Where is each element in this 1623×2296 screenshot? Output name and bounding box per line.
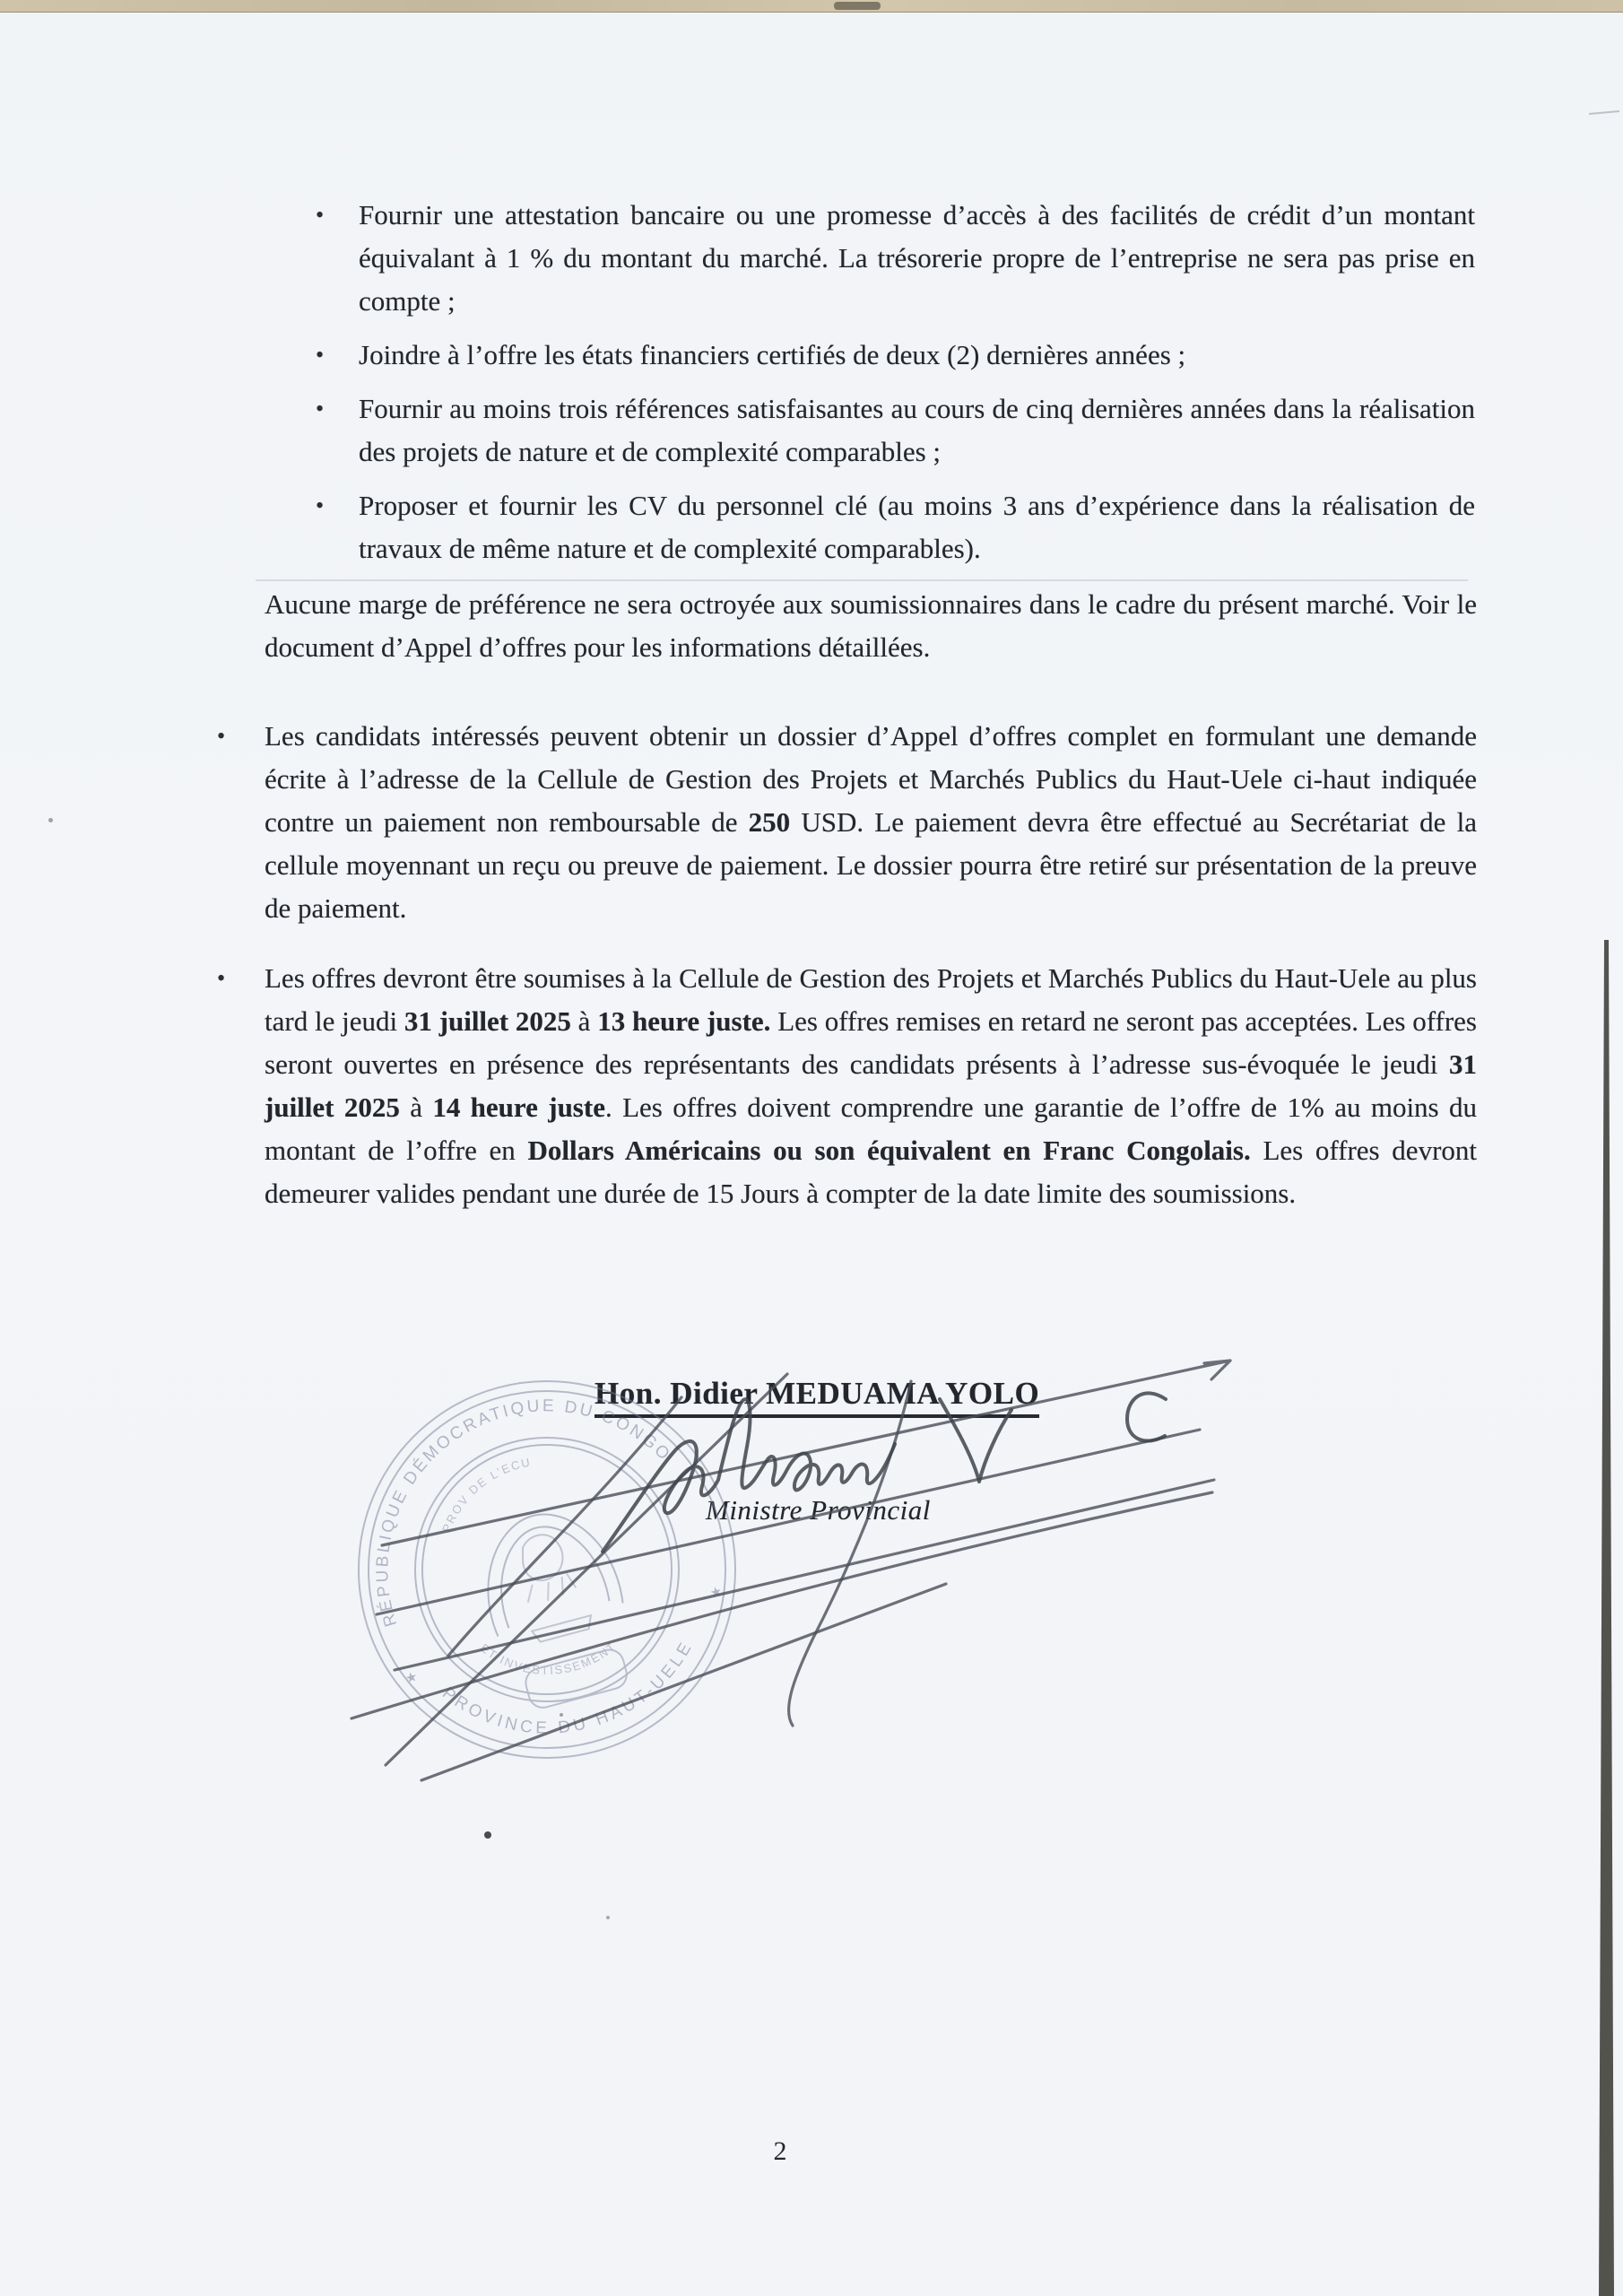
paper-speck [560, 1713, 563, 1717]
bullet-icon: • [316, 492, 325, 518]
bullet-text: Fournir une attestation bancaire ou une promesse d’accès à des facilités de crédit d’un montant équivalant à 1 % du montant du marché. La trésorerie propre de l’entreprise ne sera pas prise en compte ; [359, 199, 1475, 317]
scan-artifact-tick [1589, 111, 1619, 114]
paper-speck [484, 1831, 491, 1839]
list-item [316, 334, 1475, 377]
list-item [316, 194, 1475, 323]
stamp-star-left-icon: ★ [404, 1668, 420, 1687]
stamp-emblem [469, 1499, 645, 1715]
list-item [316, 484, 1475, 570]
pen-stroke-flourishes [352, 1361, 1230, 1780]
stamp-star-right-icon: ★ [708, 1583, 725, 1602]
bullet-text: Fournir au moins trois références satisfaisantes au cours de cinq dernières années dans la réalisation des projets de nature et de complexité comparables ; [359, 393, 1475, 467]
paper-speck [606, 1916, 610, 1919]
bullet-icon: • [217, 723, 226, 749]
signatory-name: Hon. Didier MEDUAMA YOLO [595, 1376, 1039, 1418]
scanner-edge-band [0, 0, 1623, 13]
list-item [217, 957, 1477, 1215]
requirements-bullet-list [316, 194, 1475, 581]
bullet-text: Joindre à l’offre les états financiers certifiés de deux (2) dernières années ; [359, 339, 1186, 370]
no-preference-paragraph: Aucune marge de préférence ne sera octroyée aux soumissionnaires dans le cadre du présent marché. Voir le document d’Appel d’offres pour les informations détaillées. [265, 588, 1477, 663]
stamp-text-inner-top: PROV DE L’ECU [438, 1455, 533, 1535]
bullet-icon: • [217, 965, 226, 991]
svg-text:PROVINCE DU HAUT-UELE [436, 1620, 711, 1769]
bullet-icon: • [316, 202, 325, 228]
page-number: 2 [773, 2136, 787, 2166]
bullet-text: Les offres devront être soumises à la Cellule de Gestion des Projets et Marchés Publics du Haut-Uele au plus tard le jeudi 31 juillet 2025 à 13 heure juste. Les offres remises en retard ne seront pas acceptées. Les offres seront ouvertes en présence des représentants des candidats présents à l’adresse sus-évoquée le jeudi 31 juillet 2025 à 14 heure juste. Les offres doivent comprendre une garantie de l’offre de 1% au moins du montant de l’offre en Dollars Américains ou son équivalent en Franc Congolais. Les offres devront demeurer valides pendant une durée de 15 Jours à compter de la date limite des soumissions. [265, 962, 1477, 1209]
stamp-text-province: PROVINCE DU HAUT-UELE [438, 1637, 698, 1738]
stamp-inner-ring [386, 1408, 708, 1731]
signatory-title: Ministre Provincial [706, 1494, 931, 1526]
list-item [316, 387, 1475, 474]
bullet-icon: • [316, 396, 325, 422]
instructions-bullet-list [217, 715, 1477, 1242]
list-item [217, 715, 1477, 930]
stamp-inner-ring-inner [395, 1417, 699, 1722]
stamp-text-republic: RÉPUBLIQUE DÉMOCRATIQUE DU CONGO [373, 1396, 675, 1629]
stamp-text-inner-bottom: ET INVESTISSEMENT [477, 1639, 620, 1677]
bullet-icon: • [316, 342, 325, 368]
paper-speck [48, 818, 53, 822]
scanner-edge-smudge [834, 2, 881, 10]
bullet-text: Proposer et fournir les CV du personnel clé (au moins 3 ans d’expérience dans la réalisation de travaux de même nature et de complexité comparables). [359, 490, 1475, 564]
scan-artifact-line [256, 579, 1468, 581]
svg-text:ET INVESTISSEMENT [476, 1608, 622, 1696]
scanner-right-edge [1599, 940, 1614, 2296]
svg-text:PROV DE L’ECU [427, 1455, 544, 1537]
bullet-text: Les candidats intéressés peuvent obtenir un dossier d’Appel d’offres complet en formulant une demande écrite à l’adresse de la Cellule de Gestion des Projets et Marchés Publics du Haut-Uele ci-haut indiquée contre un paiement non remboursable de 250 USD. Le paiement devra être effectué au Secrétariat de la cellule moyennant un reçu ou preuve de paiement. Le dossier pourra être retiré sur présentation de la preuve de paiement. [265, 720, 1477, 924]
